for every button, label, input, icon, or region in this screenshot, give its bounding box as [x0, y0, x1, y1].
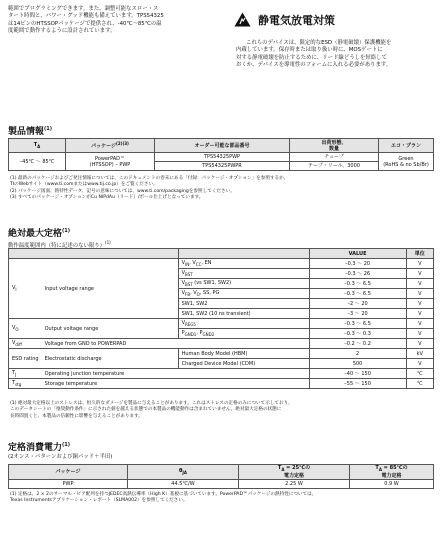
value: –0.3 ～ 6.5 [309, 279, 406, 289]
col-part-number: オーダー可能な部品番号 [155, 139, 290, 153]
intro-line: 度範囲で動作するように設計されています。 [8, 28, 116, 35]
unit: V [406, 269, 433, 279]
cell-part: TPS54325PWPR [155, 162, 290, 171]
col-unit: 単位 [406, 249, 433, 259]
abs-max-heading: 絶対最大定格$^{(1)}$ [8, 228, 71, 239]
param: SW1, SW2 [178, 299, 309, 309]
value: –0.3 ～ 26 [309, 269, 406, 279]
unit: V [406, 319, 433, 329]
value: –0.3 ～ 0.3 [309, 329, 406, 339]
table-row [9, 349, 434, 359]
value: –3 ～ 20 [309, 309, 406, 319]
cell-eco: Green (RoHS & no Sb/Br) [379, 153, 434, 171]
esd-symbol: ESD rating [9, 349, 42, 369]
table-row [9, 369, 434, 379]
table-row [9, 379, 434, 389]
power-subtitle: (2オンス・パターンおよび銅パッド＋半田) [8, 454, 113, 460]
product-info-footnotes [10, 176, 436, 202]
unit: kV [406, 349, 433, 359]
unit: V [406, 259, 433, 269]
value: –0.3 ～ 6.5 [309, 289, 406, 299]
value: –40 ～ 150 [309, 369, 406, 379]
vo-label: Output voltage range [42, 319, 179, 339]
param: Human Body Model (HBM) [178, 349, 309, 359]
value: –0.3 ～ 6.5 [309, 319, 406, 329]
cell-part: TPS54325PWP [155, 153, 290, 162]
esd-label: Electrostatic discharge [42, 349, 179, 369]
footnote: (2) パッケージ図面、熱特性データ、記号の意味については、www.ti.com/packagingを参照してください。 [10, 188, 235, 194]
unit: V [406, 279, 433, 289]
table-row [9, 153, 434, 162]
footnote: (1) 絶対最大定格以上のストレスは、恒久的なダメージを製品に与えることがあります。これはストレスの定格のみについて示しており、 [10, 401, 293, 406]
vdiff-label: Voltage from GND to POWERPAD [42, 339, 310, 349]
col-p85: $T_A$ = 85℃の 電力定格 [350, 465, 434, 480]
vi-label: Input voltage range [42, 259, 179, 319]
col-ta: $T_A$ [9, 139, 66, 153]
power-table [8, 464, 434, 489]
col-theta: $\theta_{JA}$ [128, 465, 239, 480]
value: –2 ～ 20 [309, 299, 406, 309]
product-info-title: 製品情報 [8, 127, 45, 137]
unit: V [406, 289, 433, 299]
power-title: 定格消費電力 [8, 443, 63, 453]
cell-shipping: テープ・リール、3000 [290, 162, 379, 171]
param: $V_{BST}$ [178, 269, 309, 279]
esd-paragraph [236, 40, 436, 70]
col-shipping: 出荷形態、 数量 [290, 139, 379, 153]
col-p25: $T_A$ = 25℃の 電力定格 [239, 465, 350, 480]
power-footnotes [10, 492, 436, 505]
col-package: パッケージ [9, 465, 128, 480]
unit: V [406, 299, 433, 309]
unit: V [406, 309, 433, 319]
param: Charged Device Model (CDM) [178, 359, 309, 369]
footnote: Texas Instrumentsアプリケーション・レポート（SLMA002）を参照してください。 [10, 498, 188, 504]
abs-max-title: 絶対最大定格 [8, 229, 63, 239]
footnote: 長時間置くと、本製品の信頼性に影響を与えることがあります。 [10, 413, 143, 419]
abs-max-subtitle: 動作温度範囲内（特に記述のない限り）$^{(1)}$ [8, 240, 111, 249]
col-eco: エコ・プラン [379, 139, 434, 153]
power-heading: 定格消費電力$^{(1)}$ [8, 442, 71, 453]
intro-paragraph [8, 6, 213, 36]
esd-line: これらのデバイスは、限定的なESD（静電破壊）保護機能を [246, 40, 392, 46]
footnote: (3) すべてのパッケージ・オプションがCu NIPdAu（リード）/ボール仕上げとなっています。 [10, 195, 204, 201]
value: –55 ～ 150 [309, 379, 406, 389]
intro-line: は14ピンのHTSSOPパッケージで提供され、-40℃～85℃の温 [8, 20, 162, 27]
table-row [9, 339, 434, 349]
cell-p25: 2.25 W [239, 480, 350, 489]
table-row [9, 319, 434, 329]
col-package: パッケージ$^{(2)(3)}$ [66, 139, 155, 153]
footnote: TIのWebサイト（www.ti.comまたはwww.tij.co.jp）をご覧ください。 [10, 182, 158, 188]
cell-package: PWP [9, 480, 128, 489]
value: –0.3 ～ 20 [309, 259, 406, 269]
footnote: このデータシートの「推奨動作条件」に示された値を越える状態での本製品の機能動作は含まれていません。絶対最大定格の状態に [10, 407, 282, 413]
cell-shipping: チューブ [290, 153, 379, 162]
vi-symbol: $V_I$ [9, 259, 42, 319]
cell-ta: –45℃ ～ 85℃ [9, 153, 66, 171]
vo-symbol: $V_O$ [9, 319, 42, 339]
tj-label: Operating junction temperature [42, 369, 310, 379]
intro-line: タート時間と、パワー・グッド機能も備えています。TPS54325 [8, 13, 164, 20]
cell-package: PowerPAD™ (HTSSOP) – PWP [66, 153, 155, 171]
param: $V_{IN}$, $V_{CC}$, EN [178, 259, 309, 269]
cell-p85: 0.9 W [350, 480, 434, 489]
abs-max-table [8, 248, 434, 389]
esd-title: 静電気放電対策 [258, 14, 335, 27]
tstg-symbol: $T_{stg}$ [9, 379, 42, 389]
param: SW1, SW2 (10 ns transient) [178, 309, 309, 319]
unit: V [406, 359, 433, 369]
product-info-table [8, 138, 434, 171]
esd-line: 内蔵しています。保存時または取り扱い時に、MOSゲートに [236, 47, 383, 54]
unit: V [406, 339, 433, 349]
table-row [9, 259, 434, 269]
esd-warning-icon [234, 12, 251, 31]
unit: ℃ [406, 379, 433, 389]
param: $V_{BST}$ (vs SW1, SW2) [178, 279, 309, 289]
product-info-heading: 製品情報$^{(1)}$ [8, 126, 53, 137]
unit: ℃ [406, 369, 433, 379]
param: $V_{FB}$, $V_O$, SS, PG [178, 289, 309, 299]
value: 500 [309, 359, 406, 369]
table-row [9, 480, 434, 489]
abs-max-footnotes [10, 401, 436, 420]
vdiff-symbol: $V_{diff}$ [9, 339, 42, 349]
intro-line: 範囲でプログラミングできます。また、調整可能なスロー・ス [8, 6, 159, 12]
footnote: (1) 最新のパッケージおよびご発注情報については、このドキュメントの巻末にある「付録：パッケージ・オプション」を参照するか、 [10, 176, 289, 181]
esd-line: 対する静電破壊を防止するために、リード線どうしを短絡して [236, 54, 387, 61]
unit: V [406, 329, 433, 339]
value: 2 [309, 349, 406, 359]
cell-theta: 44.5℃/W [128, 480, 239, 489]
tstg-label: Storage temperature [42, 379, 310, 389]
tj-symbol: $T_J$ [9, 369, 42, 379]
param: $V_{REG5}$ [178, 319, 309, 329]
esd-line: おくか、デバイスを導電性のフォームに入れる必要があります。 [236, 62, 392, 69]
footnote: (1) 定格は、2 × 2のサーマル・ビア配列を持つJEDEC高熱伝導率（High K）基板に基づいています。PowerPAD™パッケージの熱特性については、 [10, 492, 317, 497]
value: –0.2 ～ 0.2 [309, 339, 406, 349]
col-value: VALUE [309, 249, 406, 259]
param: $P_{GND1}$, $P_{GND2}$ [178, 329, 309, 339]
